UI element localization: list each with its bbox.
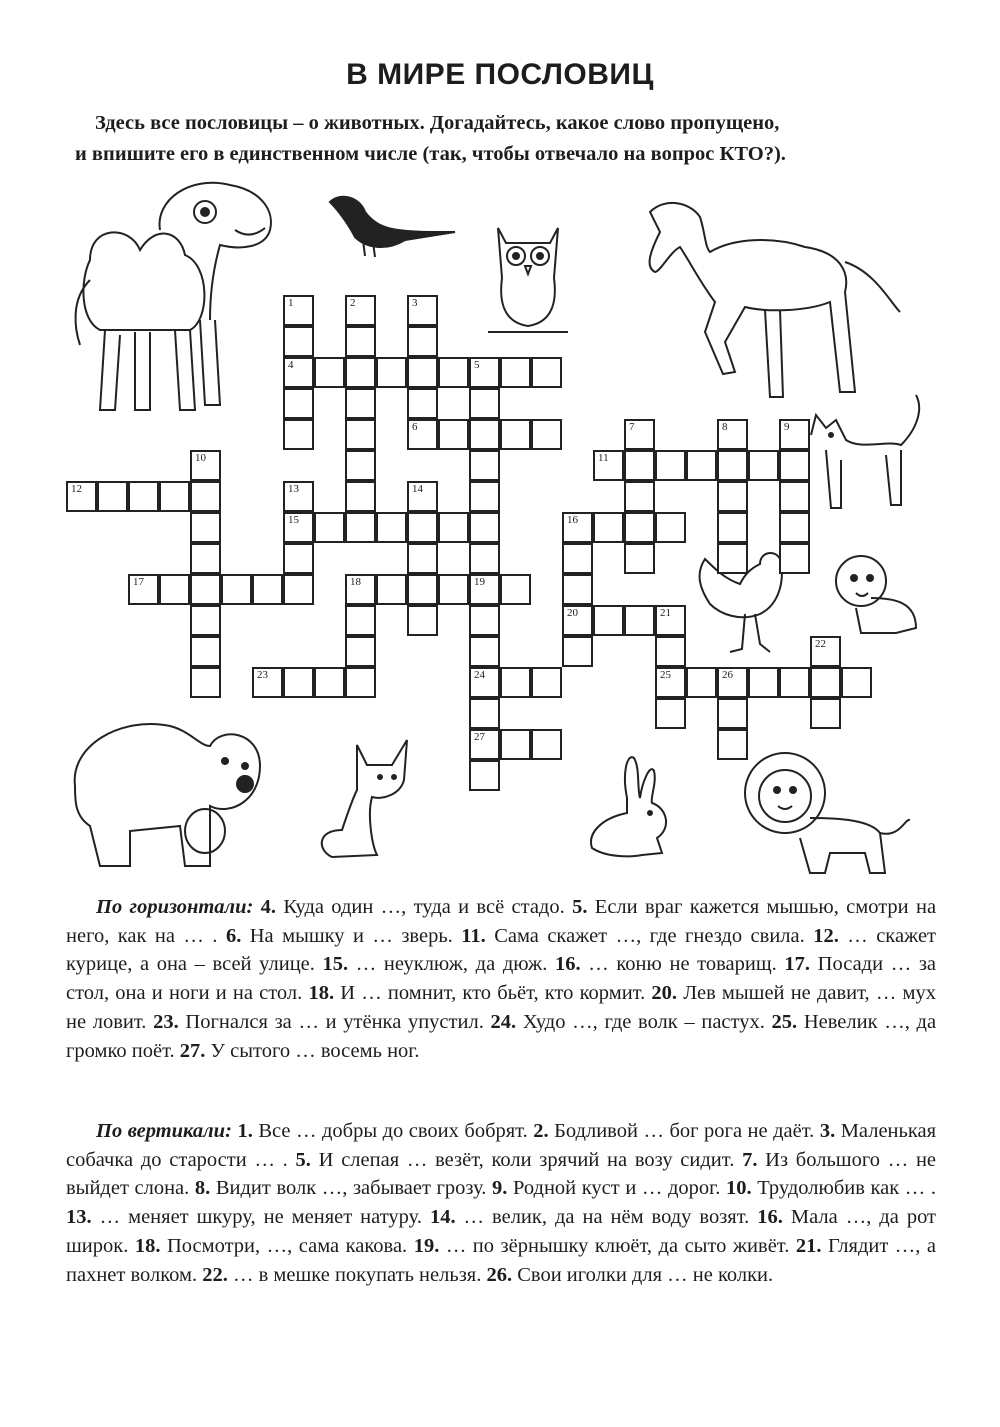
clue-number: 16. [757, 1206, 783, 1229]
crossword-cell[interactable] [655, 512, 686, 543]
clue-number: 11. [461, 924, 486, 947]
crossword-cell[interactable] [345, 574, 376, 605]
crossword-cell[interactable] [717, 419, 748, 450]
crossword-cell[interactable] [314, 512, 345, 543]
clue-number: 3 [412, 297, 418, 309]
crossword-cell[interactable] [314, 667, 345, 698]
clue-text: … в мешке покупать нельзя. [232, 1263, 482, 1286]
crossword-cell[interactable] [345, 419, 376, 450]
crossword-cell[interactable] [717, 481, 748, 512]
crossword-cell[interactable] [190, 636, 221, 667]
crossword-cell[interactable] [655, 450, 686, 481]
crossword-cell[interactable] [655, 667, 686, 698]
crossword-cell[interactable] [190, 605, 221, 636]
clue-number: 25. [771, 1010, 798, 1033]
crossword-cell[interactable] [469, 450, 500, 481]
crossword-cell[interactable] [438, 419, 469, 450]
crossword-cell[interactable] [717, 667, 748, 698]
clue-number: 13 [288, 483, 299, 495]
crossword-cell[interactable] [376, 574, 407, 605]
crossword-cell[interactable] [159, 574, 190, 605]
clue-number: 2. [533, 1120, 549, 1142]
clue-number: 6 [412, 421, 418, 433]
crossword-cell[interactable] [190, 512, 221, 543]
crossword-cell[interactable] [748, 450, 779, 481]
clue-number: 15. [322, 953, 349, 976]
clue-number: 18 [350, 576, 361, 588]
crossword-cell[interactable] [810, 667, 841, 698]
clue-text: Лев мышей не давит, … мух не ловит. [66, 982, 937, 1033]
crossword-cell[interactable] [345, 326, 376, 357]
clue-text: … неуклюж, да дюж. [355, 953, 548, 976]
crossword-cell[interactable] [407, 481, 438, 512]
crossword-cell[interactable] [345, 295, 376, 326]
crossword-cell[interactable] [190, 543, 221, 574]
crossword-cell[interactable] [779, 512, 810, 543]
clue-text: … велик, да на нём воду возят. [463, 1206, 750, 1229]
clue-text: Родной куст и … дорог. [512, 1177, 721, 1200]
crossword-cell[interactable] [500, 357, 531, 388]
down-clue-list [66, 1120, 936, 1286]
crossword-cell[interactable] [469, 543, 500, 574]
clue-number: 8 [722, 421, 728, 433]
clue-text: На мышку и … зверь. [249, 924, 453, 947]
clue-text: У сытого … восемь ног. [210, 1039, 420, 1062]
crossword-cell[interactable] [779, 543, 810, 574]
crossword-cell[interactable] [469, 760, 500, 791]
crossword-cell[interactable] [469, 667, 500, 698]
crossword-cell[interactable] [252, 574, 283, 605]
clue-number: 9. [492, 1177, 508, 1200]
crossword-cell[interactable] [283, 357, 314, 388]
crossword-cell[interactable] [469, 698, 500, 729]
crossword-cell[interactable] [531, 419, 562, 450]
clue-number: 19 [474, 576, 485, 588]
crossword-cell[interactable] [283, 388, 314, 419]
crossword-cell[interactable] [407, 543, 438, 574]
crossword-cell[interactable] [469, 481, 500, 512]
crossword-cell[interactable] [469, 636, 500, 667]
crossword-cell[interactable] [655, 636, 686, 667]
crossword-cell[interactable] [283, 419, 314, 450]
crossword-cell[interactable] [469, 388, 500, 419]
crossword-cell[interactable] [562, 605, 593, 636]
clue-text: И слепая … везёт, коли зрячий на возу сидит. [318, 1148, 735, 1171]
crossword-cell[interactable] [407, 419, 438, 450]
crossword-cell[interactable] [438, 512, 469, 543]
clue-text: Бодливой … бог рога не даёт. [554, 1120, 815, 1142]
clue-text: Худо …, где волк – пастух. [522, 1010, 765, 1033]
clue-number: 17. [784, 953, 811, 976]
crossword-cell[interactable] [407, 388, 438, 419]
crossword-cell[interactable] [345, 512, 376, 543]
crossword-cell[interactable] [686, 450, 717, 481]
crossword-cell[interactable] [283, 667, 314, 698]
crossword-cell[interactable] [531, 667, 562, 698]
crossword-cell[interactable] [283, 481, 314, 512]
clue-number: 10. [725, 1177, 752, 1200]
instructions-line-2: и впишите его в единственном числе (так, чтобы отвечало на вопрос КТО?). [75, 143, 786, 165]
clue-text: Мала …, да рот широк. [66, 1206, 937, 1257]
crossword-cell[interactable] [283, 512, 314, 543]
crossword-cell[interactable] [717, 543, 748, 574]
crossword-cell[interactable] [407, 357, 438, 388]
crossword-cell[interactable] [593, 450, 624, 481]
crossword-cell[interactable] [407, 512, 438, 543]
clue-number: 2 [350, 297, 356, 309]
crossword-cell[interactable] [190, 450, 221, 481]
crossword-cell[interactable] [562, 636, 593, 667]
crossword-cell[interactable] [624, 543, 655, 574]
crossword-cell[interactable] [562, 574, 593, 605]
crossword-cell[interactable] [686, 667, 717, 698]
crossword-cell[interactable] [624, 419, 655, 450]
clue-number: 7. [742, 1148, 758, 1171]
crossword-cell[interactable] [66, 481, 97, 512]
clue-number: 1. [237, 1120, 253, 1142]
across-heading: По горизонтали: [96, 896, 254, 918]
crossword-cell[interactable] [314, 357, 345, 388]
clue-text: Посади … за стол, она и ноги и на стол. [66, 953, 937, 1005]
clue-text: … коню не товарищ. [588, 953, 777, 976]
clue-number: 16. [554, 953, 581, 976]
clue-number: 14. [429, 1206, 456, 1229]
crossword-cell[interactable] [438, 574, 469, 605]
crossword-cell[interactable] [779, 419, 810, 450]
crossword-cell[interactable] [190, 667, 221, 698]
clue-text: … по зёрнышку клюёт, да сыто живёт. [445, 1234, 790, 1257]
crossword-cell[interactable] [593, 605, 624, 636]
clue-number: 5. [572, 896, 588, 918]
crossword-cell[interactable] [128, 574, 159, 605]
crossword-cell[interactable] [252, 667, 283, 698]
crossword-cell[interactable] [841, 667, 872, 698]
crossword-cell[interactable] [469, 574, 500, 605]
crossword-cell[interactable] [345, 667, 376, 698]
clue-number: 20. [651, 982, 678, 1005]
crossword-cell[interactable] [500, 419, 531, 450]
crossword-cell[interactable] [128, 481, 159, 512]
crossword-cell[interactable] [221, 574, 252, 605]
clue-number: 12 [71, 483, 82, 495]
crossword-cell[interactable] [407, 326, 438, 357]
clue-number: 3. [819, 1120, 836, 1142]
crossword-cell[interactable] [345, 636, 376, 667]
clue-number: 6. [225, 924, 242, 947]
clue-number: 24. [490, 1010, 517, 1033]
crossword-cell[interactable] [624, 481, 655, 512]
down-heading: По вертикали: [96, 1120, 232, 1142]
crossword-cell[interactable] [624, 605, 655, 636]
crossword-cell[interactable] [469, 605, 500, 636]
crossword-cell[interactable] [283, 574, 314, 605]
clue-text: Если враг кажется мышью, смотри на него, как на … . [66, 896, 937, 947]
across-clue-list [66, 896, 936, 1062]
clue-number: 27. [179, 1039, 206, 1062]
clue-number: 27 [474, 731, 485, 743]
crossword-cell[interactable] [97, 481, 128, 512]
clue-text: Посмотри, …, сама какова. [166, 1234, 408, 1257]
clue-number: 16 [567, 514, 578, 526]
crossword-cell[interactable] [531, 729, 562, 760]
clue-number: 26 [722, 669, 733, 681]
clue-text: … скажет курице, а она – всей улице. [66, 924, 937, 976]
crossword-cell[interactable] [376, 357, 407, 388]
clue-number: 23. [153, 1010, 179, 1033]
crossword-cell[interactable] [562, 543, 593, 574]
crossword-cell[interactable] [283, 326, 314, 357]
clue-number: 4 [288, 359, 294, 371]
clue-text: Куда один …, туда и всё стадо. [283, 896, 565, 918]
crossword-cell[interactable] [562, 512, 593, 543]
clue-number: 24 [474, 669, 485, 681]
crossword-cell[interactable] [717, 729, 748, 760]
clue-number: 12. [813, 924, 839, 947]
clue-text: Погнался за … и утёнка упустил. [185, 1010, 484, 1033]
clue-text: … меняет шкуру, не меняет натуру. [99, 1206, 422, 1229]
crossword-cell[interactable] [190, 481, 221, 512]
crossword-cell[interactable] [469, 419, 500, 450]
down-clues [66, 1117, 936, 1289]
clue-number: 21. [795, 1234, 822, 1257]
crossword-cell[interactable] [500, 574, 531, 605]
crossword-cell[interactable] [810, 698, 841, 729]
clue-number: 13. [66, 1206, 92, 1229]
clue-text: Сама скажет …, где гнездо свила. [494, 924, 805, 947]
crossword-cell[interactable] [407, 605, 438, 636]
crossword-cell[interactable] [345, 481, 376, 512]
clue-number: 18. [134, 1234, 161, 1257]
clue-number: 18. [308, 982, 335, 1005]
crossword-cell[interactable] [345, 388, 376, 419]
clue-number: 20 [567, 607, 578, 619]
clue-text: Все … добры до своих бобрят. [258, 1120, 528, 1142]
crossword-cell[interactable] [500, 667, 531, 698]
clue-number: 10 [195, 452, 206, 464]
crossword-cell[interactable] [345, 605, 376, 636]
crossword-cell[interactable] [190, 574, 221, 605]
clue-text: Глядит …, а пахнет волком. [66, 1234, 937, 1286]
clue-text: И … помнит, кто бьёт, кто кормит. [340, 982, 646, 1005]
crossword-cell[interactable] [159, 481, 190, 512]
clue-number: 21 [660, 607, 671, 619]
crossword-cell[interactable] [593, 512, 624, 543]
crossword-cell[interactable] [531, 357, 562, 388]
clue-number: 14 [412, 483, 423, 495]
across-clues [66, 893, 936, 1065]
crossword-cell[interactable] [500, 729, 531, 760]
crossword-cell[interactable] [345, 357, 376, 388]
crossword-cell[interactable] [655, 605, 686, 636]
crossword-cell[interactable] [748, 667, 779, 698]
instructions-line-1: Здесь все пословицы – о животных. Догадайтесь, какое слово пропущено, [95, 112, 780, 134]
crossword-cell[interactable] [376, 512, 407, 543]
clue-number: 5 [474, 359, 480, 371]
clue-number: 22 [815, 638, 826, 650]
clue-number: 22. [202, 1263, 228, 1286]
crossword-cell[interactable] [283, 543, 314, 574]
crossword-cell[interactable] [810, 636, 841, 667]
clue-text: Из большого … не выйдет слона. [66, 1148, 937, 1200]
crossword-cell[interactable] [624, 450, 655, 481]
clue-number: 5. [295, 1148, 311, 1171]
clue-number: 7 [629, 421, 635, 433]
crossword-cell[interactable] [283, 295, 314, 326]
clue-number: 8. [194, 1177, 211, 1200]
crossword-cell[interactable] [438, 357, 469, 388]
crossword-cell[interactable] [717, 512, 748, 543]
clue-text: Свои иголки для … не колки. [517, 1263, 774, 1286]
crossword-cell[interactable] [407, 295, 438, 326]
crossword-cell[interactable] [717, 450, 748, 481]
clue-number: 15 [288, 514, 299, 526]
crossword-cell[interactable] [407, 574, 438, 605]
clue-text: Видит волк …, забывает грозу. [215, 1177, 487, 1200]
clue-number: 25 [660, 669, 671, 681]
crossword-cell[interactable] [469, 357, 500, 388]
crossword-cell[interactable] [345, 450, 376, 481]
clue-text: Маленькая собачка до старости … . [66, 1120, 937, 1171]
crossword-cell[interactable] [469, 512, 500, 543]
clue-number: 23 [257, 669, 268, 681]
clue-number: 9 [784, 421, 790, 433]
crossword-cell[interactable] [779, 450, 810, 481]
clue-number: 1 [288, 297, 294, 309]
crossword-cell[interactable] [469, 729, 500, 760]
clue-number: 26. [486, 1263, 513, 1286]
page-title: В МИРЕ ПОСЛОВИЦ [346, 58, 654, 91]
crossword-cell[interactable] [655, 698, 686, 729]
crossword-cell[interactable] [717, 698, 748, 729]
clue-number: 19. [413, 1234, 440, 1257]
clue-number: 4. [260, 896, 277, 918]
clue-number: 11 [598, 452, 609, 464]
clue-text: Невелик …, да громко поёт. [66, 1010, 937, 1062]
crossword-cell[interactable] [624, 512, 655, 543]
crossword-cell[interactable] [779, 481, 810, 512]
clue-text: Трудолюбив как … . [757, 1177, 937, 1200]
crossword-cell[interactable] [779, 667, 810, 698]
clue-number: 17 [133, 576, 144, 588]
